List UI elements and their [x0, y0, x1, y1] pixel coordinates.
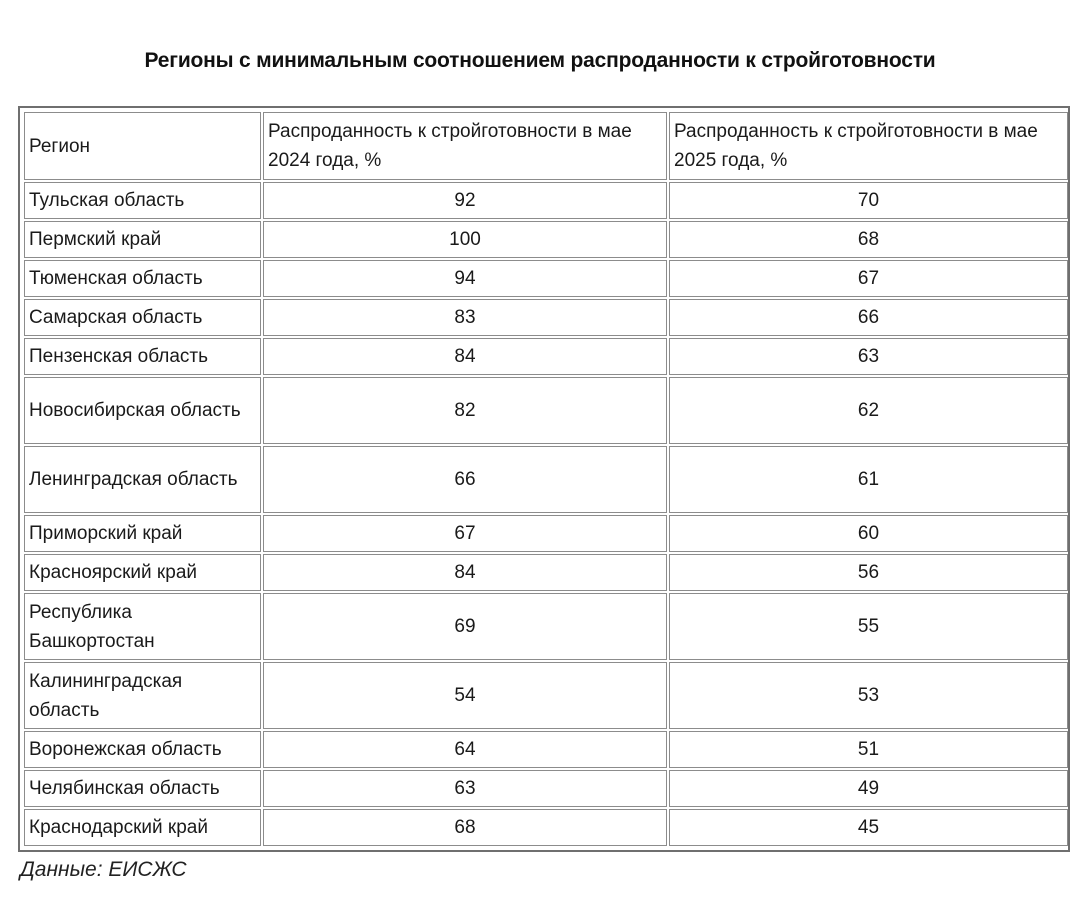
cell-2024: 54 [263, 662, 667, 729]
cell-2024: 69 [263, 593, 667, 660]
cell-2024: 67 [263, 515, 667, 552]
cell-region: Пензенская область [24, 338, 261, 375]
cell-2025: 51 [669, 731, 1068, 768]
cell-region: Красноярский край [24, 554, 261, 591]
cell-region: Калининградская область [24, 662, 261, 729]
table-row [24, 809, 1068, 846]
cell-2025: 66 [669, 299, 1068, 336]
table-row [24, 770, 1068, 807]
table-row [24, 377, 1068, 444]
cell-region: Пермский край [24, 221, 261, 258]
table-row [24, 515, 1068, 552]
cell-2025: 63 [669, 338, 1068, 375]
table-row [24, 338, 1068, 375]
cell-2024: 63 [263, 770, 667, 807]
cell-2024: 82 [263, 377, 667, 444]
table-row [24, 182, 1068, 219]
cell-2024: 64 [263, 731, 667, 768]
cell-2024: 66 [263, 446, 667, 513]
cell-2025: 53 [669, 662, 1068, 729]
data-table [22, 110, 1070, 848]
table-row [24, 260, 1068, 297]
table-row [24, 593, 1068, 660]
table-header-row [24, 112, 1068, 180]
header-region: Регион [24, 112, 261, 180]
cell-2025: 68 [669, 221, 1068, 258]
cell-region: Ленинградская область [24, 446, 261, 513]
cell-2024: 100 [263, 221, 667, 258]
cell-2025: 70 [669, 182, 1068, 219]
cell-2025: 49 [669, 770, 1068, 807]
cell-2025: 56 [669, 554, 1068, 591]
cell-2025: 45 [669, 809, 1068, 846]
cell-region: Воронежская область [24, 731, 261, 768]
cell-2025: 55 [669, 593, 1068, 660]
cell-2025: 62 [669, 377, 1068, 444]
cell-region: Самарская область [24, 299, 261, 336]
header-2025: Распроданность к стройготовности в мае 2025 года, % [669, 112, 1068, 180]
table-row [24, 221, 1068, 258]
table-row [24, 731, 1068, 768]
cell-region: Тульская область [24, 182, 261, 219]
cell-region: Тюменская область [24, 260, 261, 297]
cell-2024: 83 [263, 299, 667, 336]
data-table-frame [18, 106, 1070, 852]
page-title: Регионы с минимальным соотношением распроданности к стройготовности [144, 49, 936, 72]
table-row [24, 299, 1068, 336]
cell-region: Республика Башкортостан [24, 593, 261, 660]
cell-region: Челябинская область [24, 770, 261, 807]
header-2024: Распроданность к стройготовности в мае 2024 года, % [263, 112, 667, 180]
cell-2025: 67 [669, 260, 1068, 297]
cell-2024: 68 [263, 809, 667, 846]
cell-2024: 84 [263, 554, 667, 591]
cell-region: Краснодарский край [24, 809, 261, 846]
cell-2024: 92 [263, 182, 667, 219]
cell-2025: 61 [669, 446, 1068, 513]
cell-2025: 60 [669, 515, 1068, 552]
data-source-note: Данные: ЕИСЖС [20, 858, 187, 881]
table-row [24, 446, 1068, 513]
cell-2024: 84 [263, 338, 667, 375]
cell-2024: 94 [263, 260, 667, 297]
cell-region: Новосибирская область [24, 377, 261, 444]
cell-region: Приморский край [24, 515, 261, 552]
table-row [24, 662, 1068, 729]
table-row [24, 554, 1068, 591]
